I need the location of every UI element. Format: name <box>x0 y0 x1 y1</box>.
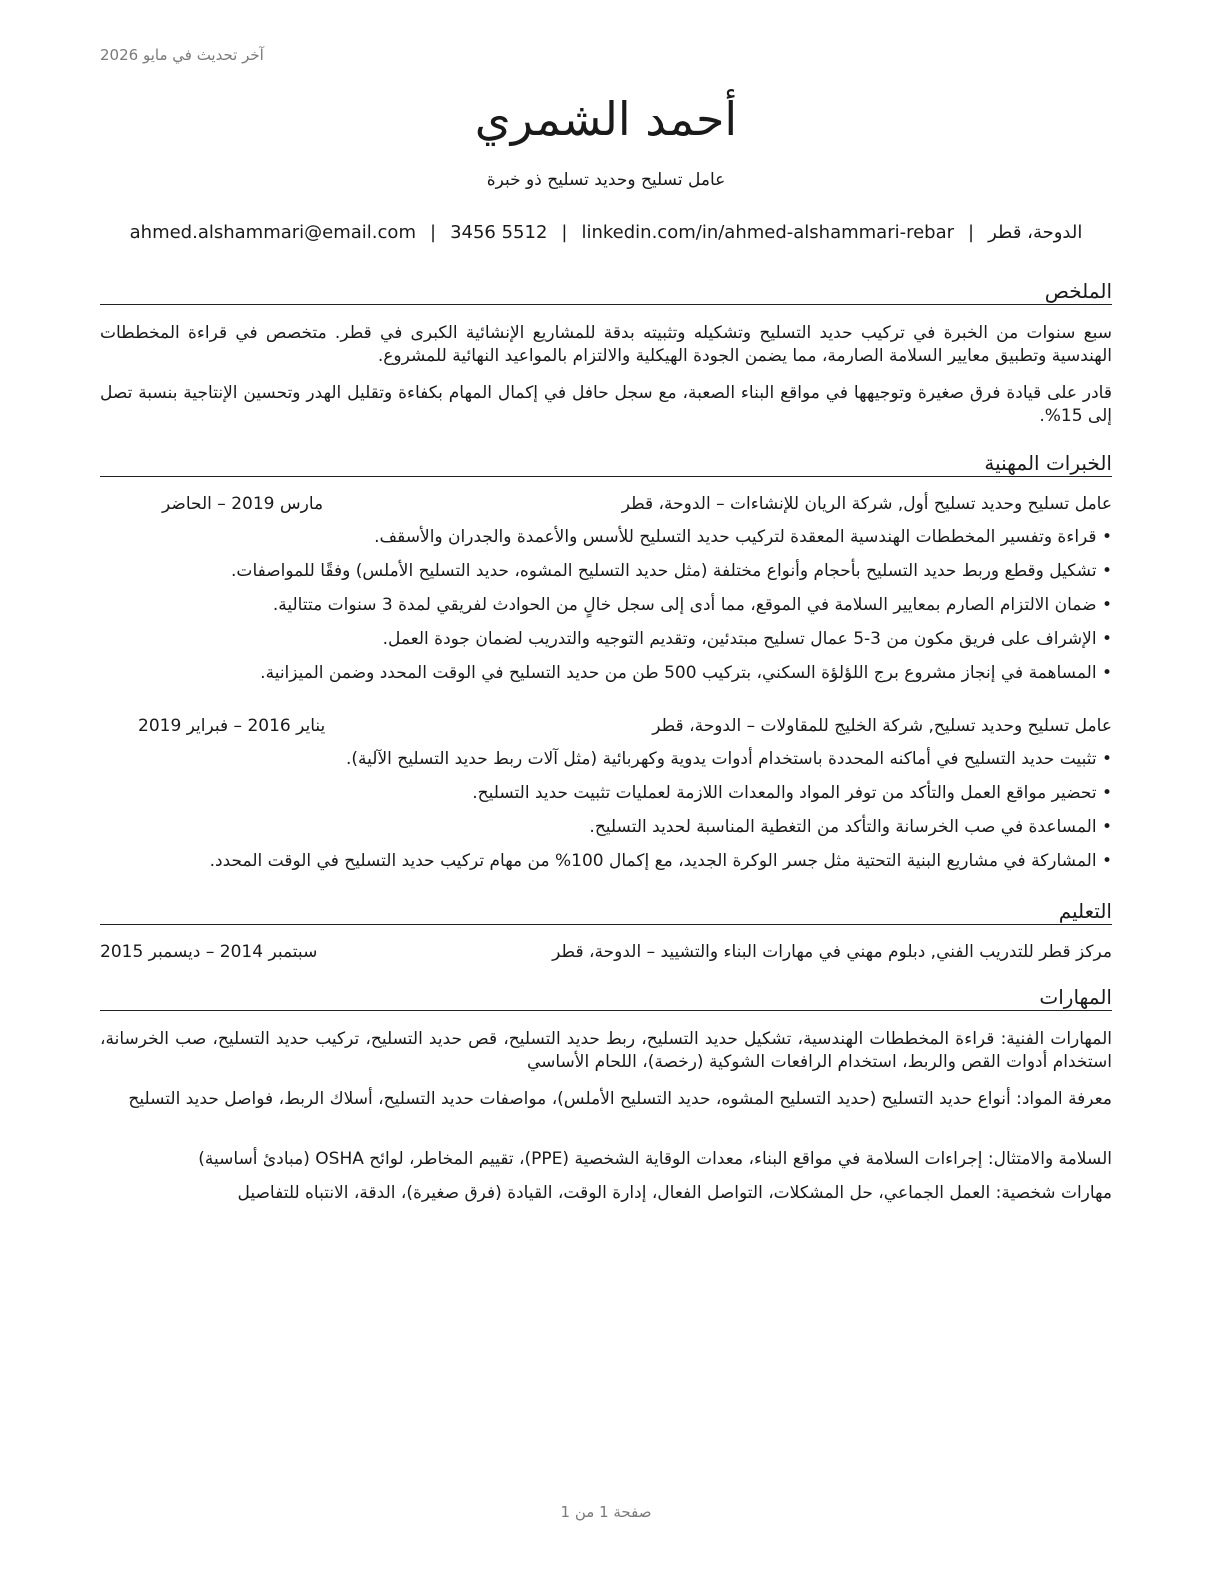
candidate-headline: عامل تسليح وحديد تسليح ذو خبرة <box>486 170 726 190</box>
summary-paragraph: سبع سنوات من الخبرة في تركيب حديد التسليح وتشكيله وتثبيته بدقة للمشاريع الإنشائية الكبرى في قطر. متخصص في قراءة المخططات الهندسية وتطبيق معايير السلامة الصارمة، مما يضمن الجودة الهيكلية والالتزام بالمواعيد النهائية للمشروع. <box>100 323 1112 366</box>
summary-paragraph: قادر على قيادة فرق صغيرة وتوجيهها في مواقع البناء الصعبة، مع سجل حافل في إكمال المهام بكفاءة وتقليل الهدر وتحسين الإنتاجية بنسبة تصل إلى 15%. <box>100 383 1112 426</box>
page-number: صفحة 1 من 1 <box>560 1503 652 1521</box>
job-dates: مارس 2019 – الحاضر <box>162 494 324 514</box>
job-bullet: • المساهمة في إنجاز مشروع برج اللؤلؤة السكني، بتركيب 500 طن من حديد التسليح في الوقت المحدد وضمن الميزانية. <box>260 663 1112 683</box>
contact-location: الدوحة، قطر <box>988 222 1083 243</box>
job-bullet: • تثبيت حديد التسليح في أماكنه المحددة باستخدام أدوات يدوية وكهربائية (مثل آلات ربط حديد التسليح الآلية). <box>346 749 1112 769</box>
section-divider <box>100 1010 1112 1011</box>
contact-separator: | <box>561 222 568 243</box>
contact-line <box>100 222 1112 243</box>
job-bullet: • الإشراف على فريق مكون من 3-5 عمال تسليح مبتدئين، وتقديم التوجيه والتدريب لضمان جودة العمل. <box>382 629 1112 649</box>
job-header <box>100 716 1112 740</box>
job-bullet: • المساعدة في صب الخرسانة والتأكد من التغطية المناسبة لحديد التسليح. <box>589 817 1112 837</box>
job-bullet: • قراءة وتفسير المخططات الهندسية المعقدة لتركيب حديد التسليح للأسس والأعمدة والجدران والأسقف. <box>374 527 1112 547</box>
contact-separator: | <box>429 222 437 243</box>
section-divider <box>100 924 1112 925</box>
contact-separator: | <box>968 222 975 243</box>
skill-line: مهارات شخصية: العمل الجماعي، حل المشكلات، التواصل الفعال، إدارة الوقت، القيادة (فرق صغيرة)، الدقة، الانتباه للتفاصيل <box>237 1183 1112 1203</box>
section-divider <box>100 304 1112 305</box>
contact-linkedin[interactable]: linkedin.com/in/ahmed-alshammari-rebar <box>581 222 955 243</box>
section-title-experience: الخبرات المهنية <box>984 451 1112 475</box>
section-title-summary: الملخص <box>1044 279 1112 303</box>
job-bullet: • تشكيل وقطع وربط حديد التسليح بأحجام وأنواع مختلفة (مثل حديد التسليح المشوه، حديد التسليح الأملس) وفقًا للمواصفات. <box>231 561 1112 581</box>
job-title: عامل تسليح وحديد تسليح أول, شركة الريان للإنشاءات – الدوحة، قطر <box>621 494 1112 514</box>
job-bullet: • ضمان الالتزام الصارم بمعايير السلامة في الموقع، مما أدى إلى سجل خالٍ من الحوادث لفريقي لمدة 3 سنوات متتالية. <box>272 595 1112 615</box>
contact-phone[interactable]: 3456 5512 <box>450 222 548 243</box>
section-title-skills: المهارات <box>1039 985 1112 1009</box>
last-updated: آخر تحديث في مايو 2026 <box>100 46 264 64</box>
job-bullet: • المشاركة في مشاريع البنية التحتية مثل جسر الوكرة الجديد، مع إكمال 100% من مهام تركيب حديد التسليح في الوقت المحدد. <box>209 851 1112 871</box>
resume-page <box>100 0 1112 1584</box>
skill-line: السلامة والامتثال: إجراءات السلامة في مواقع البناء، معدات الوقاية الشخصية (PPE)، تقييم المخاطر، لوائح OSHA (مبادئ أساسية) <box>198 1149 1112 1169</box>
section-divider <box>100 476 1112 477</box>
education-header <box>100 942 1112 966</box>
job-bullet: • تحضير مواقع العمل والتأكد من توفر المواد والمعدات اللازمة لعمليات تثبيت حديد التسليح. <box>472 783 1112 803</box>
job-title: عامل تسليح وحديد تسليح, شركة الخليج للمقاولات – الدوحة، قطر <box>652 716 1112 736</box>
job-header <box>100 494 1112 518</box>
section-title-education: التعليم <box>1058 899 1112 923</box>
contact-email[interactable]: ahmed.alshammari@email.com <box>129 222 416 243</box>
candidate-name: أحمد الشمري <box>474 92 738 146</box>
education-title: مركز قطر للتدريب الفني, دبلوم مهني في مهارات البناء والتشييد – الدوحة، قطر <box>552 942 1112 962</box>
skill-line: معرفة المواد: أنواع حديد التسليح (حديد التسليح المشوه، حديد التسليح الأملس)، مواصفات حديد التسليح، أسلاك الربط، فواصل حديد التسليح <box>128 1089 1112 1109</box>
skill-line: المهارات الفنية: قراءة المخططات الهندسية، تشكيل حديد التسليح، ربط حديد التسليح، قص حديد التسليح، تركيب حديد التسليح، صب الخرسانة، استخدام أدوات القص والربط، استخدام الرافعات الشوكية (رخصة)، اللحام الأساسي <box>100 1029 1112 1072</box>
job-dates: يناير 2016 – فبراير 2019 <box>138 716 326 736</box>
education-dates: سبتمبر 2014 – ديسمبر 2015 <box>100 942 318 962</box>
